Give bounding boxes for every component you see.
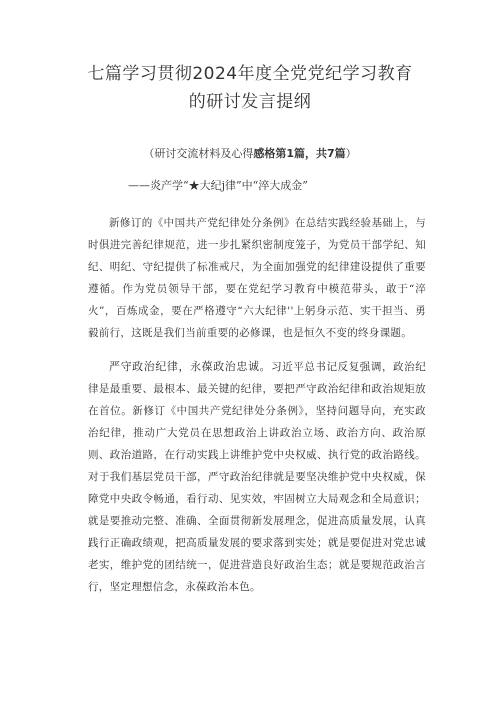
subtitle-bold: 感格第1篇，共7篇 <box>253 147 346 160</box>
subtitle-prefix: （研讨交流材料及心得 <box>143 147 254 160</box>
document-body <box>88 212 426 598</box>
document-byline: ——炎产学“★大纪j律”中“淬大成金” <box>128 179 308 192</box>
paragraph-2-lead: 严守政治纪律，永葆政治忠诚。 <box>109 360 272 373</box>
subtitle-suffix: ） <box>345 147 357 160</box>
document-subtitle <box>0 146 500 162</box>
paragraph-1 <box>88 212 426 344</box>
document-title <box>0 60 500 116</box>
paragraph-1-text: 新修订的《中国共产党纪律处分条例》在总结实践经验基础上，与时俱进完善纪律规范，进一步扎紧织密制度笼子，为党员干部学纪、知纪、明纪、守纪提供了标准戒尺，为全面加强党的纪律建设提供了重要遵循。作为党员领导干部，要在党纪学习教育中模范带头，敢于“淬火”，百炼成金，要在严格遵守“六大纪律''上躬身示范、实干担当、勇毅前行，这既是我们当前重要的必修课，也是恒久不变的终身课题。 <box>88 217 426 339</box>
paragraph-2-text: 习近平总书记反复强调，政治纪律是最重要、最根本、最关键的纪律，要把严守政治纪律和政治规矩放在首位。新修订《中国共产党纪律处分条例》，坚持问题导向，充实政治纪律，推动广大党员在思想政治上讲政治立场、政治方向、政治原则、政治道路，在行动实践上讲维护党中央权威、执行党的政治路线。对于我们基层党员干部，严守政治纪律就是要坚决维护党中央权威，保障党中央政令畅通，看行动、见实效，牢固树立大局观念和全局意识；就是要推动完整、准确、全面贯彻新发展理念，促进高质量发展，认真践行正确政绩观，把高质量发展的要求落到实处；就是要促进对党忠诚老实，维护党的团结统一，促进营造良好政治生态；就是要规范政治言行，坚定理想信念，永葆政治本色。 <box>88 361 426 593</box>
paragraph-2 <box>88 356 426 598</box>
title-line-1: 七篇学习贯彻2024年度全党党纪学习教育 <box>87 64 413 84</box>
title-line-2: 的研讨发言提纲 <box>188 92 312 112</box>
